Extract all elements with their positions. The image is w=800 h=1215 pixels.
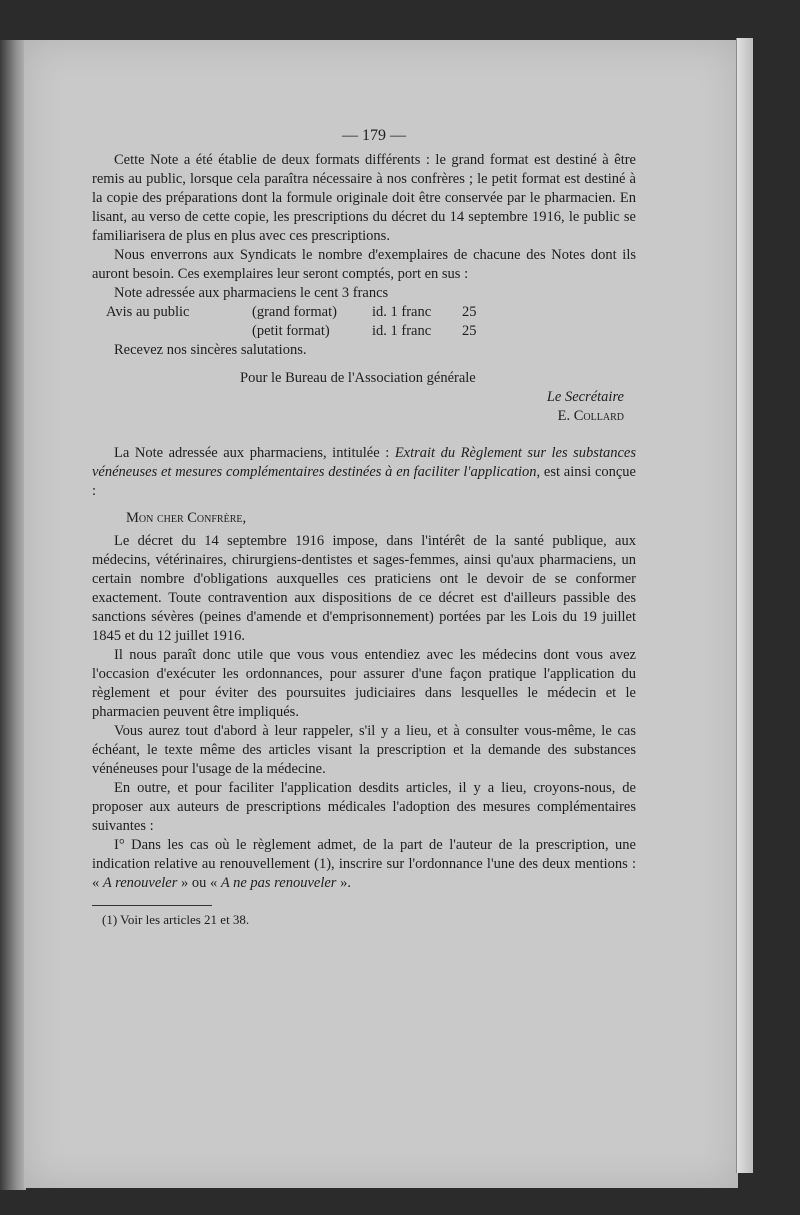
footnote-separator <box>92 905 212 906</box>
body-paragraph-4: En outre, et pour faciliter l'application desdits articles, il y a lieu, croyons-nous, de proposer aux auteurs de prescriptions médicales l'adoption des mesures complémentaires suivantes : <box>92 780 636 834</box>
note-title: Extrait du Règlement sur les substances vénéneuses et mesures complémentaires destinées à en faciliter l'application <box>92 445 636 480</box>
bureau-line: Pour le Bureau de l'Association générale <box>240 370 476 386</box>
price-unit: id. 1 franc <box>372 304 432 320</box>
page-edge <box>736 38 753 1173</box>
price-unit: id. 1 franc <box>372 323 432 339</box>
price-format: (petit format) <box>252 323 330 339</box>
price-amount: 25 <box>462 304 477 320</box>
price-row-petit <box>92 322 636 341</box>
salutation: Mon cher Confrère, <box>126 510 247 526</box>
book-spine-edge <box>0 40 26 1190</box>
body-paragraph-1: Le décret du 14 septembre 1916 impose, dans l'intérêt de la santé publique, aux médecins, vétérinaires, chirurgiens-dentistes et sages-femmes, ainsi qu'aux pharmaciens, un certain nombre d'obligations auxquelles ces praticiens ont le devoir de se conformer exactement. Toute contravention aux dispositions de ce décret est d'ailleurs passible des sanctions sévères (peines d'amende et d'emprisonnement) portées par les Lois du 19 juillet 1845 et du 12 juillet 1916. <box>92 533 636 644</box>
signature: E. Collard <box>557 408 624 424</box>
paragraph-formats: Cette Note a été établie de deux formats différents : le grand format est destiné à être remis au public, lorsque cela paraîtra nécessaire à nos confrères ; le petit format est destiné à la copie des préparations dont la formule originale doit être conservée par le pharmacien. En lisant, au verso de cette copie, les prescriptions du décret du 14 septembre 1916, le public se familiarisera de plus en plus avec ces prescriptions. <box>92 152 636 244</box>
body-paragraph-5: I° Dans les cas où le règlement admet, de la part de l'auteur de la prescription, une indication relative au renouvellement (1), inscrire sur l'ordonnance l'une des deux mentions : « A renouveler » ou « A ne pas renouveler ». <box>92 837 636 891</box>
paragraph-syndicats: Nous enverrons aux Syndicats le nombre d'exemplaires de chacune des Notes dont ils auront besoin. Ces exemplaires leur seront comptés, port en sus : <box>92 247 636 282</box>
price-row-grand <box>92 303 636 322</box>
secretary-title: Le Secrétaire <box>546 389 624 405</box>
page-number: — 179 — <box>342 127 406 144</box>
page-text <box>92 126 636 929</box>
note-intro: La Note adressée aux pharmaciens, intitulée : Extrait du Règlement sur les substances vénéneuses et mesures complémentaires destinées à en faciliter l'application, est ainsi conçue : <box>92 445 636 499</box>
price-format: (grand format) <box>252 304 337 320</box>
body-paragraph-3: Vous aurez tout d'abord à leur rappeler, s'il y a lieu, et à consulter vous-même, le cas échéant, le texte même des articles visant la prescription et la demande des substances vénéneuses pour l'usage de la médecine. <box>92 723 636 777</box>
closing-line: Recevez nos sincères salutations. <box>114 342 307 358</box>
footnote: (1) Voir les articles 21 et 38. <box>102 912 250 927</box>
price-line-note: Note adressée aux pharmaciens le cent 3 francs <box>114 285 389 301</box>
price-amount: 25 <box>462 323 477 339</box>
body-paragraph-2: Il nous paraît donc utile que vous vous entendiez avec les médecins dont vous avez l'occasion d'exécuter les ordonnances, pour assurer d'une façon pratique l'application du règlement et pour éviter des poursuites judiciaires dans lesquelles le médecin et le pharmacien peuvent être impliqués. <box>92 647 636 720</box>
price-label: Avis au public <box>106 304 190 320</box>
